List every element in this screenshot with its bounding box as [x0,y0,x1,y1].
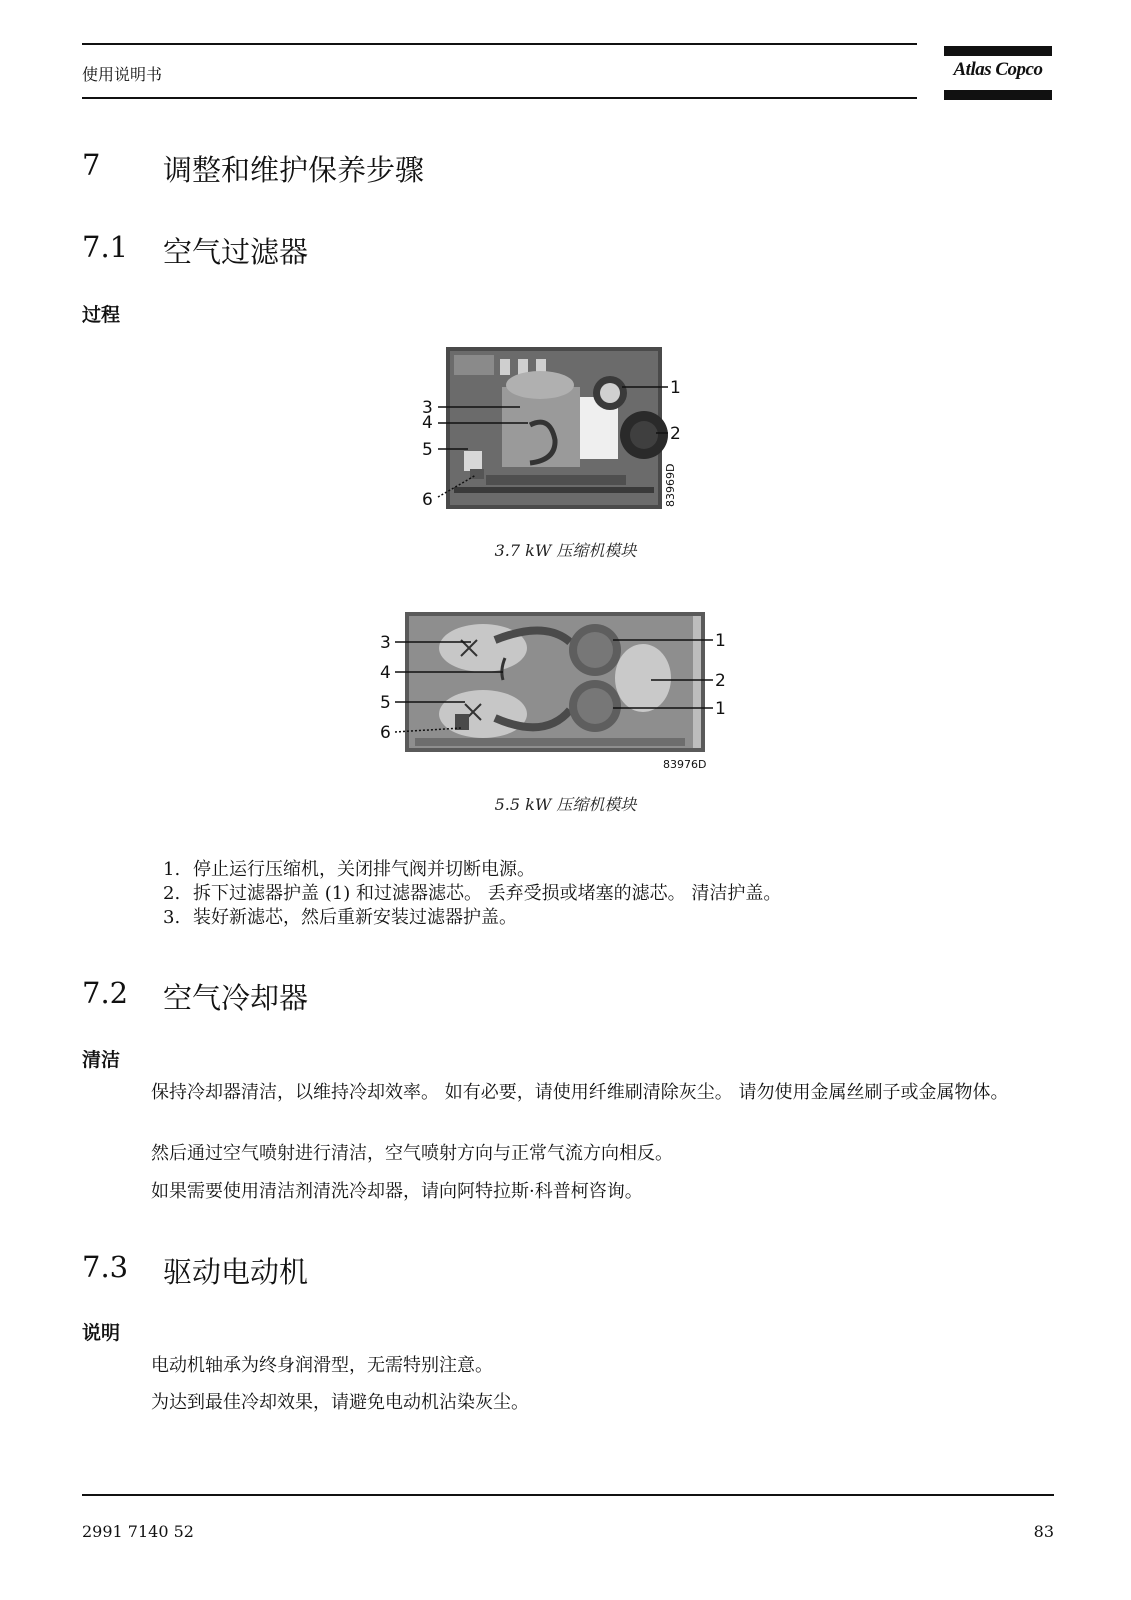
footer-rule [82,1494,1054,1496]
logo-wordmark: Atlas Copco [953,59,1043,80]
fig2-label-5: 5 [380,693,391,713]
list-item: 3. 装好新滤芯，然后重新安装过滤器护盖。 [163,907,517,928]
fig1-code: 83969D [664,463,677,507]
paragraph: 然后通过空气喷射进行清洁，空气喷射方向与正常气流方向相反。 [151,1143,673,1164]
footer-page-number: 83 [1033,1522,1054,1541]
figure-5-5kw-module [375,610,735,780]
fig1-label-3: 3 [422,398,433,418]
paragraph: 如果需要使用清洁剂清洗冷却器，请向阿特拉斯·科普柯咨询。 [151,1181,643,1202]
paragraph: 电动机轴承为终身润滑型，无需特别注意。 [151,1355,493,1376]
atlas-copco-logo [944,46,1052,102]
fig1-label-2: 2 [670,424,681,444]
section-number: 7.1 [82,230,129,264]
section-number: 7.3 [82,1250,129,1284]
fig2-label-1-bottom: 1 [715,699,726,719]
header-title: 使用说明书 [82,65,163,84]
section-title: 空气过滤器 [163,235,309,269]
subheading-description: 说明 [82,1322,121,1344]
fig1-label-5: 5 [422,440,433,460]
fig1-label-1: 1 [670,378,681,398]
figure-3-7kw-module [410,345,710,515]
section-title: 驱动电动机 [163,1255,309,1289]
list-item: 2. 拆下过滤器护盖 (1) 和过滤器滤芯。 丢弃受损或堵塞的滤芯。 清洁护盖。 [163,883,782,904]
fig1-caption: 3.7 kW 压缩机模块 [494,541,637,560]
procedure-steps [163,858,1043,930]
fig2-caption: 5.5 kW 压缩机模块 [494,795,637,814]
chapter-number: 7 [82,148,101,182]
fig2-label-2: 2 [715,671,726,691]
fig2-label-1-top: 1 [715,631,726,651]
subheading-cleaning: 清洁 [82,1049,121,1071]
fig2-code: 83976D [663,758,707,771]
header-top-rule [82,43,917,45]
fig2-label-6: 6 [380,723,391,743]
header-bottom-rule [82,97,917,99]
section-title: 空气冷却器 [163,981,309,1015]
list-item: 1. 停止运行压缩机，关闭排气阀并切断电源。 [163,859,535,880]
section-number: 7.2 [82,976,129,1010]
chapter-title: 调整和维护保养步骤 [163,153,425,187]
subheading-procedure: 过程 [82,304,121,326]
fig2-label-4: 4 [380,663,391,683]
paragraph: 保持冷却器清洁，以维持冷却效率。 如有必要，请使用纤维刷清除灰尘。 请勿使用金属丝刷子或金属物体。 [151,1082,1009,1103]
fig2-label-3: 3 [380,633,391,653]
footer-doc-number: 2991 7140 52 [82,1522,194,1541]
fig1-label-6: 6 [422,490,433,510]
paragraph: 为达到最佳冷却效果，请避免电动机沾染灰尘。 [151,1392,529,1413]
fig1-label-4: 4 [422,413,433,433]
